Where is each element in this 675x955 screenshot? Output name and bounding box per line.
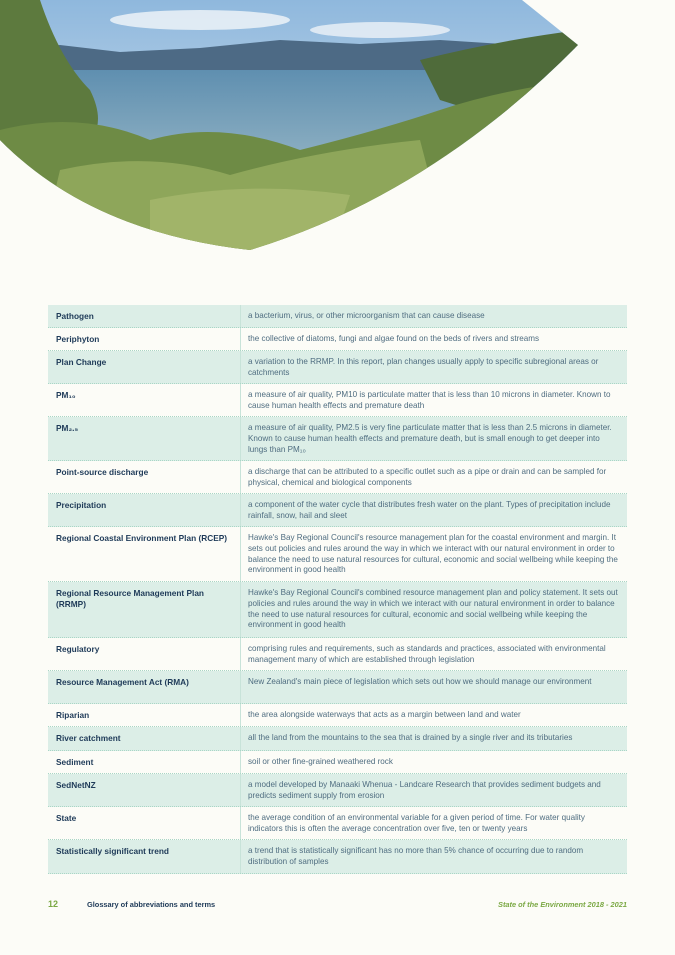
glossary-row xyxy=(48,638,627,671)
glossary-definition: New Zealand's main piece of legislation which sets out how we should manage our environment xyxy=(248,677,592,686)
page-number: 12 xyxy=(48,899,59,909)
glossary-row xyxy=(48,384,627,417)
glossary-definition: a discharge that can be attributed to a specific outlet such as a pipe or drain and can be sampled for physical, chemical and biological components xyxy=(248,467,607,487)
glossary-term: PM₁₀ xyxy=(48,384,241,416)
glossary-table xyxy=(48,305,627,874)
glossary-term: PM₂.₅ xyxy=(48,417,241,460)
glossary-term: Riparian xyxy=(48,704,241,726)
footer-section-title: Glossary of abbreviations and terms xyxy=(87,900,216,909)
glossary-definition: Hawke's Bay Regional Council's resource management plan for the coastal environment and margin. It sets out policies and rules around the way in which we interact with our natural environment in order to balance the need to use natural resources for cultural, economic and social wellbeing while keeping the environment in good health xyxy=(248,533,618,575)
glossary-definition: a measure of air quality, PM2.5 is very fine particulate matter that is less than 2.5 microns in diameter. Known to cause human health effects and premature death, but is small enough to get deeper into lungs than PM₁₀ xyxy=(248,423,612,454)
glossary-definition: a model developed by Manaaki Whenua - Landcare Research that provides sediment budgets and predicts sediment supply from erosion xyxy=(248,780,601,800)
glossary-definition: comprising rules and requirements, such as standards and practices, associated with environmental management many of which are established through legislation xyxy=(248,644,606,664)
glossary-row xyxy=(48,704,627,727)
glossary-term: Periphyton xyxy=(48,328,241,350)
glossary-term: Pathogen xyxy=(48,305,241,327)
glossary-term: Statistically significant trend xyxy=(48,840,241,873)
glossary-term: Plan Change xyxy=(48,351,241,383)
glossary-row xyxy=(48,727,627,751)
lake-landscape-photo xyxy=(0,0,580,255)
glossary-term: Sediment xyxy=(48,751,241,773)
glossary-term: SedNetNZ xyxy=(48,774,241,806)
glossary-definition: a bacterium, virus, or other microorganism that can cause disease xyxy=(248,311,485,320)
glossary-row xyxy=(48,305,627,328)
glossary-term: Regional Coastal Environment Plan (RCEP) xyxy=(48,527,241,581)
glossary-row xyxy=(48,807,627,840)
glossary-definition: the average condition of an environmental variable for a given period of time. For water quality indicators this is often the average concentration over five, ten or twenty years xyxy=(248,813,585,833)
glossary-definition: the collective of diatoms, fungi and algae found on the beds of rivers and streams xyxy=(248,334,540,343)
glossary-row xyxy=(48,840,627,874)
glossary-definition: a component of the water cycle that distributes fresh water on the plant. Types of precipitation include rainfall, snow, hail and sleet xyxy=(248,500,611,520)
glossary-row xyxy=(48,351,627,384)
glossary-term: Regulatory xyxy=(48,638,241,670)
glossary-definition: all the land from the mountains to the sea that is drained by a single river and its tributaries xyxy=(248,733,573,742)
footer-publication-title: State of the Environment 2018 - 2021 xyxy=(498,900,627,909)
glossary-term: Regional Resource Management Plan (RRMP) xyxy=(48,582,241,637)
glossary-term: Point-source discharge xyxy=(48,461,241,493)
glossary-definition: a trend that is statistically significant has no more than 5% chance of occurring due to random distribution of samples xyxy=(248,846,584,866)
glossary-row xyxy=(48,774,627,807)
glossary-term: Precipitation xyxy=(48,494,241,526)
glossary-definition: a variation to the RRMP. In this report, plan changes usually apply to specific subregional areas or catchments xyxy=(248,357,599,377)
glossary-row xyxy=(48,751,627,774)
glossary-term: Resource Management Act (RMA) xyxy=(48,671,241,703)
glossary-row xyxy=(48,494,627,527)
glossary-definition: a measure of air quality, PM10 is particulate matter that is less than 10 microns in diameter. Known to cause human health effects and premature death xyxy=(248,390,611,410)
glossary-row xyxy=(48,417,627,461)
glossary-definition: the area alongside waterways that acts as a margin between land and water xyxy=(248,710,521,719)
glossary-row xyxy=(48,671,627,704)
glossary-row xyxy=(48,527,627,582)
glossary-term: River catchment xyxy=(48,727,241,750)
glossary-definition: Hawke's Bay Regional Council's combined resource management plan and policy statement. It sets out policies and rules around the way in which we interact with our natural environment in order to balance the need to use natural resources for cultural, economic and social wellbeing while keeping the environment in good health xyxy=(248,588,618,630)
glossary-row xyxy=(48,328,627,351)
glossary-row xyxy=(48,582,627,638)
glossary-term: State xyxy=(48,807,241,839)
glossary-row xyxy=(48,461,627,494)
glossary-definition: soil or other fine-grained weathered rock xyxy=(248,757,393,766)
